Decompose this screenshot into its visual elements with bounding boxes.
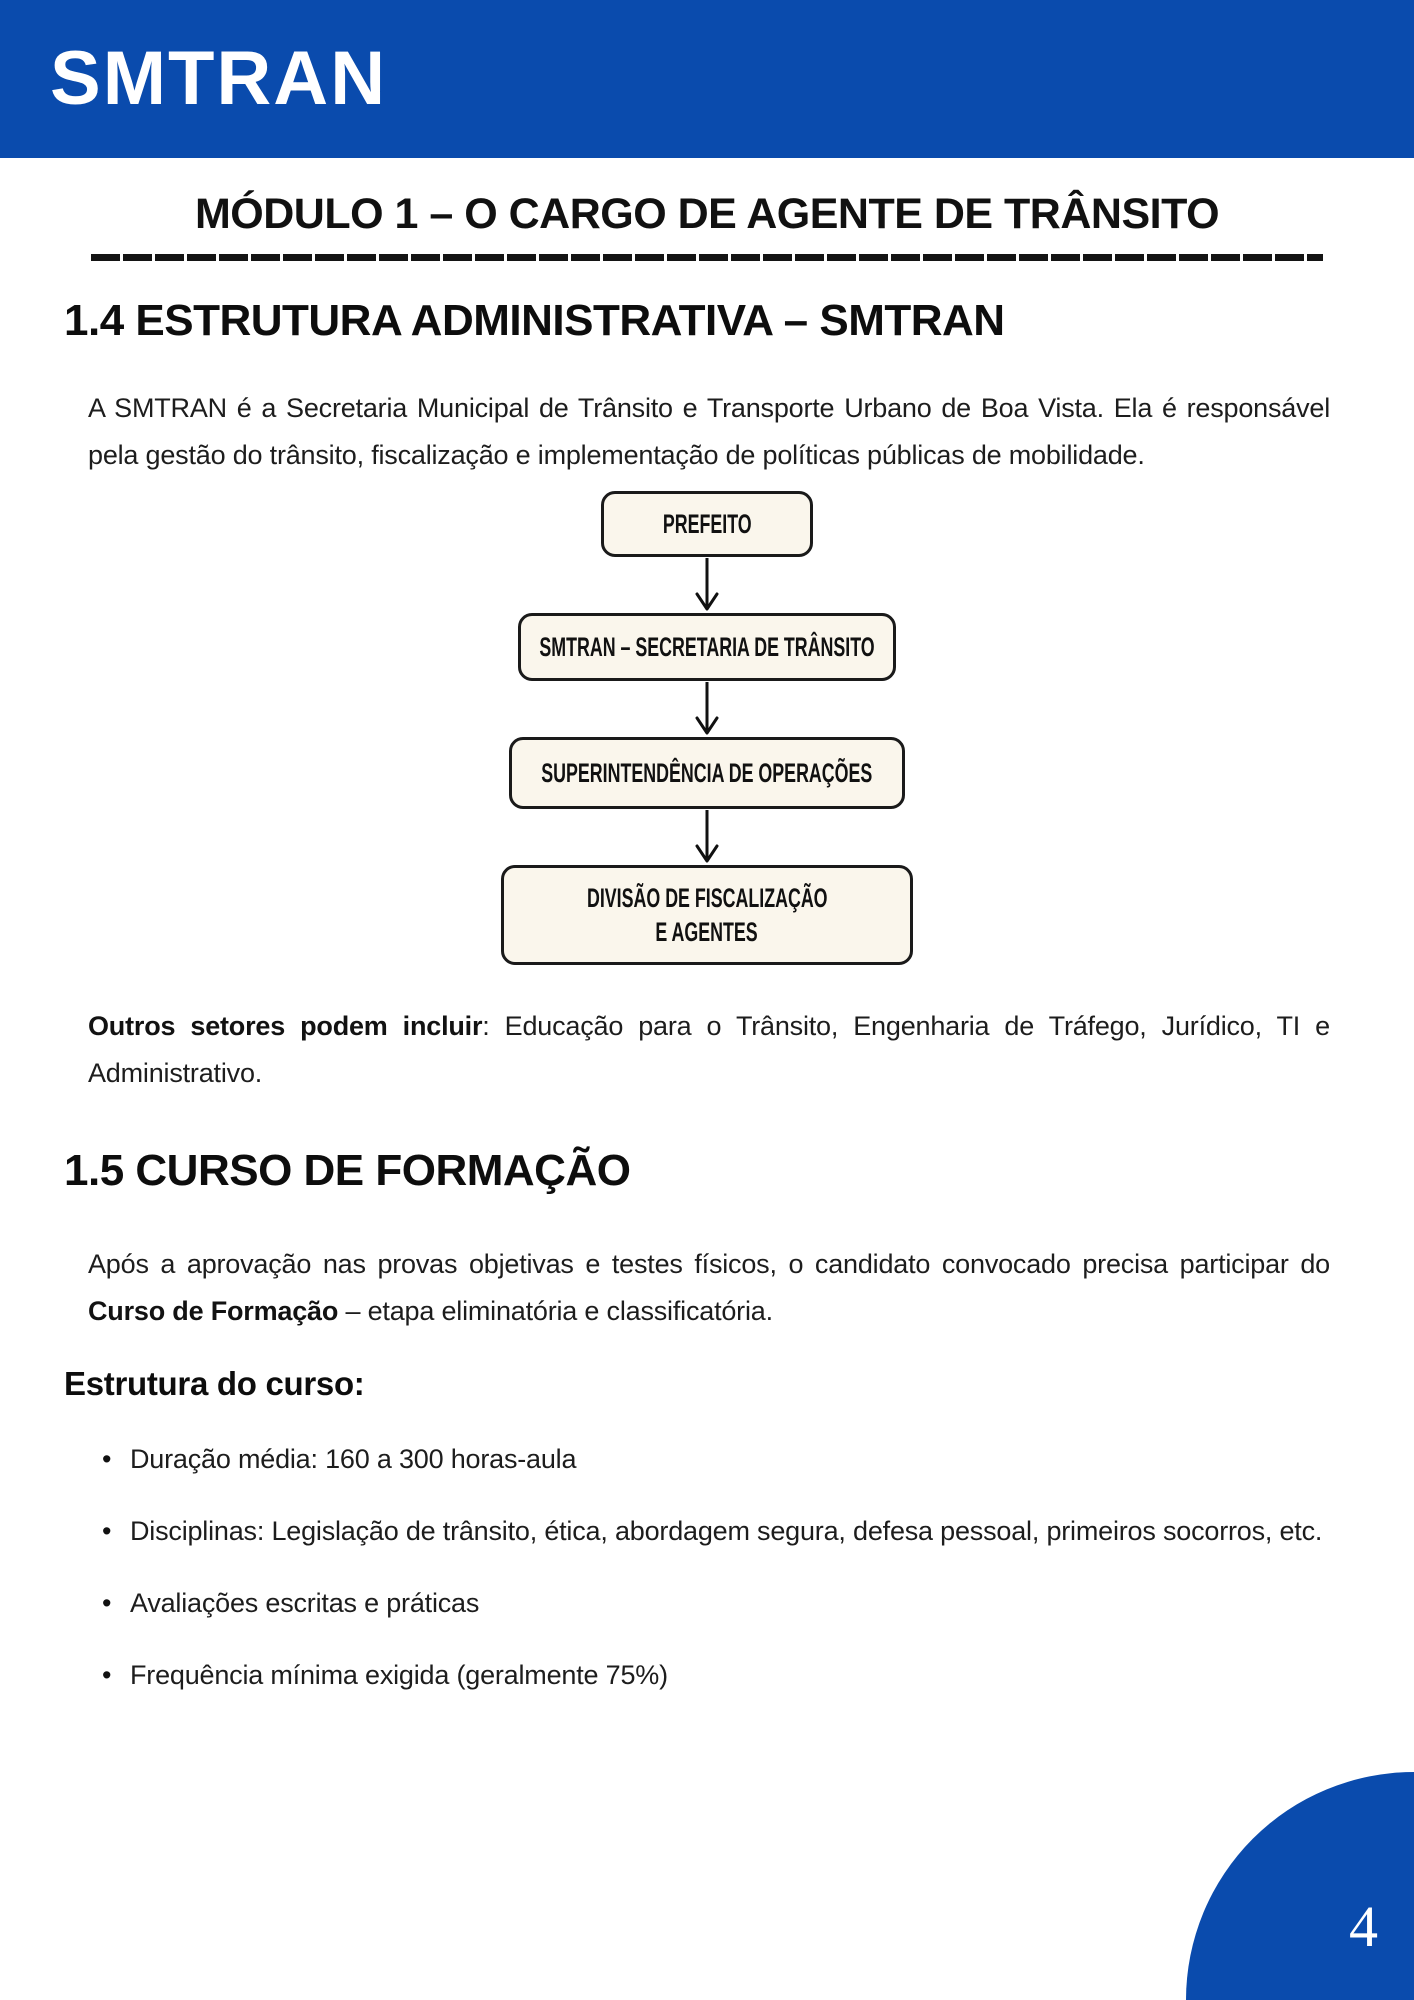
course-structure-list: [0, 1427, 1330, 1707]
arrow-down-icon: [694, 558, 720, 612]
arrow-down-icon: [694, 810, 720, 864]
header-bar: [0, 0, 1414, 158]
org-node-label: DIVISÃO DE FISCALIZAÇÃO: [586, 883, 828, 913]
org-chart: [0, 491, 1414, 965]
course-structure-subheading: Estrutura do curso:: [64, 1365, 365, 1402]
org-node-label: SMTRAN – SECRETARIA DE TRÂNSITO: [539, 632, 875, 662]
brand-title: SMTRAN: [50, 36, 388, 121]
module-title: MÓDULO 1 – O CARGO DE AGENTE DE TRÂNSITO: [194, 190, 1220, 238]
org-node-label: SUPERINTENDÊNCIA DE OPERAÇÕES: [541, 758, 873, 788]
list-item: • Disciplinas: Legislação de trânsito, ética, abordagem segura, defesa pessoal, primeiros socorros, etc.: [130, 1499, 1330, 1563]
org-node-smtran: [518, 613, 896, 681]
list-item: • Frequência mínima exigida (geralmente 75%): [130, 1643, 1330, 1707]
arrow-down-icon: [694, 682, 720, 736]
list-item: • Duração média: 160 a 300 horas-aula: [130, 1427, 1330, 1491]
course-par-bold: Curso de Formação: [88, 1296, 339, 1326]
course-par-before: Após a aprovação nas provas objetivas e testes físicos, o candidato convocado precisa participar do: [88, 1249, 1330, 1279]
org-node-superintendencia: [509, 737, 905, 809]
course-par-after: – etapa eliminatória e classificatória.: [338, 1296, 773, 1326]
org-node-prefeito: [601, 491, 813, 557]
corner-decoration: [1186, 1772, 1414, 2000]
other-sectors-note: [88, 1003, 1330, 1097]
section-1-5-paragraph: [88, 1241, 1330, 1335]
page-number: 4: [1349, 1894, 1378, 1959]
section-1-4-paragraph: A SMTRAN é a Secretaria Municipal de Trânsito e Transporte Urbano de Boa Vista. Ela é responsável pela gestão do trânsito, fiscalização e implementação de políticas públicas de mobilidade.: [88, 393, 1330, 470]
org-node-label-line2: E AGENTES: [655, 917, 759, 947]
org-node-label: PREFEITO: [662, 509, 752, 539]
other-sectors-note-bold: Outros setores podem incluir: [88, 1011, 483, 1041]
org-node-divisao: [501, 865, 913, 965]
section-1-5-heading: 1.5 CURSO DE FORMAÇÃO: [64, 1146, 631, 1195]
list-item: • Avaliações escritas e práticas: [130, 1571, 1330, 1635]
other-sectors-note-rest: : Educação para o Trânsito, Engenharia de Tráfego, Jurídico, TI e Administrativo.: [88, 1011, 1330, 1088]
title-underline: [91, 254, 1323, 261]
section-1-4-heading: 1.4 ESTRUTURA ADMINISTRATIVA – SMTRAN: [64, 296, 1005, 345]
